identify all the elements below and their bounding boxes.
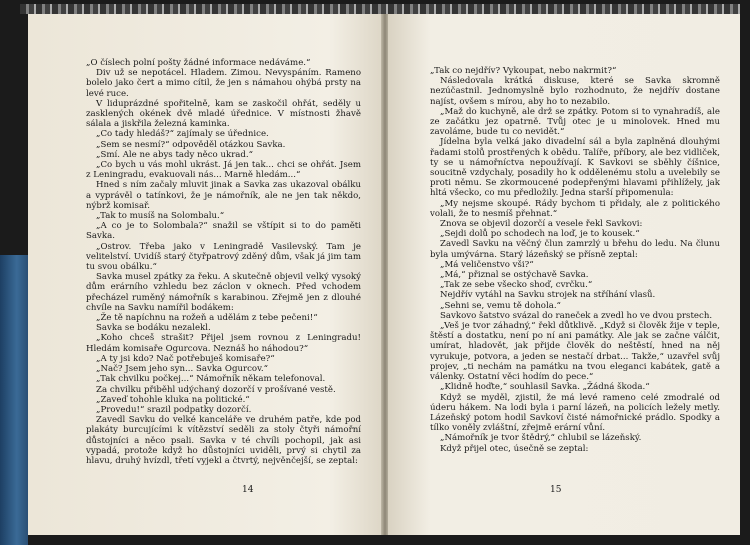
paragraph: „Sehni se, vemu tě dohola.“	[440, 300, 561, 311]
paragraph: Za chvilku přiběhl udýchaný dozorčí v prošívané vestě.	[96, 384, 336, 395]
paragraph: Zavedl Savku na věčný člun zamrzlý u břehu do ledu. Na člunu byla umývárna. Starý lázeňský se přísně zeptal:	[430, 239, 720, 260]
paragraph: „A ty jsi kdo? Nač potřebuješ komisaře?“	[96, 353, 275, 364]
paragraph: „Tak co nejdřív? Vykoupat, nebo nakrmit?“	[430, 66, 617, 76]
page-number-left: 14	[242, 485, 254, 495]
paragraph: „Tak to musíš na Solombalu.“	[96, 211, 225, 222]
paragraph: „Sejdi dolů po schodech na loď, je to kousek.“	[440, 229, 640, 240]
paragraph: „Sem se nesmí?“ odpověděl otázkou Savka.	[96, 139, 286, 150]
paragraph: Když se myděl, zjistil, že má levé rameno celé zmodralé od úderu hákem. Na lodi byla i parní lázeň, na policích ležely metly. Lázeňský potom hodil Savkoví čisté námořnické prádlo. Spodky a tílko voněly zvláštní, zřejmě erární vůní.	[430, 392, 720, 434]
paragraph: Savka musel zpátky za řeku. A skutečně objevil velký vysoký dům erárního vzhledu bez záclon v oknech. Před vchodem přecházel ruměný námořník s karabinou. Zřejmě jen z dlouhé chvíle na Savku namířil bodákem:	[86, 272, 361, 313]
paragraph: Následovala krátká diskuse, které se Savka skromně nezúčastnil. Jednomyslně bylo rozhodnuto, že nejdřív dostane najíst, ovšem s mírou, aby ho to nezabilo.	[430, 76, 720, 107]
paragraph: „My nejsme skoupé. Rády bychom ti přidaly, ale z politického volali, že to nesmíš přehnat.“	[430, 198, 720, 219]
paragraph: Hned s ním začaly mluvit jinak a Savka zas ukazoval obálku a vyprávěl o tatínkovi, že je námořník, ale ne jen tak někdo, nýbrž komisař.	[86, 180, 361, 211]
paragraph: „Klidně hoďte,“ souhlasil Savka. „Žádná škoda.“	[440, 382, 650, 393]
paragraph: Div už se nepotácel. Hladem. Zimou. Nevyspáním. Rameno bolelo jako čert a mimo cítil, že jen s námahou ohýbá prsty na levé ruce.	[86, 68, 361, 99]
paragraph: „Koho chceš strašit? Přijel jsem rovnou z Leningradu! Hledám komisaře Ogurcova. Neznáš ho náhodou?“	[86, 333, 361, 354]
paragraph: Jídelna byla velká jako divadelní sál a byla zaplněná dlouhými řadami stolů prostřených k obědu. Talíře, příbory, ale bez vidliček, ty se u námořníctva nepoužívají. K Savkovi se sběhly číšnice, soucitně vzdychaly, posadily ho k oddělenému stolu a uvelebily se proti němu. Se zkormoucené podepřenými hlavami přihlížely, jak hltá všecko, co mu předložily. Jedna starší připomenula:	[430, 137, 720, 199]
paragraph: „Má,“ přiznal se ostýchavě Savka.	[440, 270, 589, 281]
paragraph: Znova se objevil dozorčí a vesele řekl Savkovi:	[440, 219, 643, 230]
paragraph: „Co tady hledáš?“ zajímaly se úřednice.	[96, 129, 269, 140]
paragraph: Nejdřív vytáhl na Savku strojek na stříhání vlasů.	[440, 290, 656, 301]
paragraph: Když přijel otec, úsečně se zeptal:	[440, 443, 589, 454]
paragraph: „Že tě napíchnu na rožeň a udělám z tebe pečeni!“	[96, 313, 318, 324]
paragraph: „Zaveď tohohle kluka na politické.“	[96, 394, 250, 405]
paragraph: „Smí. Ale ne abys tady něco ukrad.“	[96, 149, 254, 160]
left-page-body	[86, 58, 361, 466]
paragraph: „Maž do kuchyně, ale drž se zpátky. Potom si to vynahradíš, ale ze začátku jez opatrně. Tvůj otec je u minolovek. Hned mu zavoláme, bude tu co nevidět.“	[430, 106, 720, 138]
paragraph: V liduprázdné spořitelně, kam se zaskočil ohřát, seděly u zasklených okének dvě mladé úřednice. V místnosti žhavě sálala a jiskřila železná kaminka.	[86, 98, 361, 130]
paragraph: Zavedl Savku do velké kanceláře ve druhém patře, kde pod plakáty burcujícími k vítězství seděli za stoly čtyři námořní důstojníci a něco psali. Savka v té chvíli pochopil, jak asi vypadá, protože když ho důstojníci uviděli, prvý si chytil za hlavu, druhý hvízdl, třetí vyjekl a čtvrtý, nejvěnčejší, se zeptal:	[86, 415, 361, 466]
paragraph: „Veš je tvor záhadný,“ řekl důtklivě. „Když si člověk žije v teple, štěstí a dostatku, není po ní ani památky. Ale jak se začne válčit, umírat, hladovět, jak přijde člověk do neštěstí, hned na něj vyrukuje, potvora, a jeden se nestačí drbat... Takže,“ uzavřel svůj projev, „ti nechám na památku na tvou eleganci kabátek, gatě a válenky. Ostatní věci hodím do pece.“	[430, 321, 720, 383]
paragraph: Savka se bodáku nezalekl.	[96, 323, 211, 334]
paragraph: „Co bych u vás mohl ukrást. Já jen tak... chci se ohřát. Jsem z Leningradu, evakuovali nás... Marně hledám...“	[86, 160, 361, 181]
left-page	[28, 14, 383, 535]
paragraph: „O číslech polní pošty žádné informace nedáváme.“	[86, 58, 311, 68]
paragraph: „Tak ze sebe všecko shoď, cvrčku.“	[440, 280, 593, 291]
scan-edge-stripe	[20, 4, 740, 14]
paragraph: „A co je to Solombala?“ snažil se vštípit si to do paměti Savka.	[86, 221, 361, 242]
paragraph: „Nač? Jsem jeho syn... Savka Ogurcov.“	[96, 364, 269, 375]
right-page	[388, 14, 740, 535]
paragraph: Savkovo šatstvo svázal do raneček a zvedl ho ve dvou prstech.	[440, 310, 713, 321]
paragraph: „Provedu!“ srazil podpatky dozorčí.	[96, 404, 252, 415]
right-page-body	[430, 66, 720, 454]
paragraph: „Námořník je tvor štědrý,“ chlubil se lázeňský.	[440, 433, 642, 444]
paragraph: „Tak chvilku počkej...“ Námořník někam telefonoval.	[96, 374, 326, 385]
page-number-right: 15	[550, 485, 562, 495]
paragraph: „Má veličenstvo vši?“	[440, 259, 534, 270]
book-cover-edge	[0, 255, 28, 545]
paragraph: „Ostrov. Třeba jako v Leningradě Vasilevský. Tam je velitelství. Uvidíš starý čtyřpatrový zděný dům, však já jim tam tu svou obálku.“	[86, 241, 361, 273]
